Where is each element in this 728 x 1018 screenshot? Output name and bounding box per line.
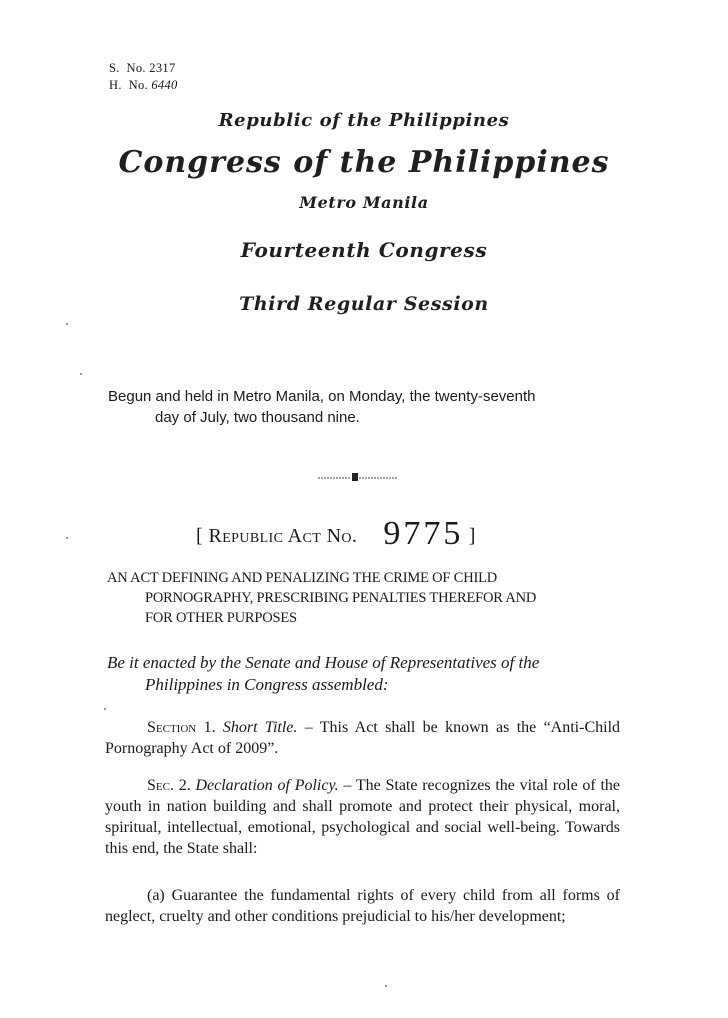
enacting-clause: Be it enacted by the Senate and House of Representatives of the Philippines in Congress assembled:: [107, 653, 540, 694]
republic-heading: Republic of the Philippines: [218, 110, 510, 131]
senate-bill-number: S. No. 2317: [109, 61, 176, 75]
scan-speck: [385, 985, 387, 987]
congress-heading: Congress of the Philippines: [118, 145, 610, 180]
section-2: Sec. 2. Declaration of Policy. – The State recognizes the vital role of the youth in nation building and shall promote and protect their physical, moral, spiritual, intellectual, emotional, psychological and social well-being. Towards this end, the State shall:: [105, 777, 621, 857]
begun-statement: Begun and held in Metro Manila, on Monday, the twenty-seventh day of July, two thousand nine.: [108, 388, 536, 426]
act-title: AN ACT DEFINING AND PENALIZING THE CRIME OF CHILD PORNOGRAPHY, PRESCRIBING PENALTIES THEREFOR AND FOR OTHER PURPOSES: [107, 570, 537, 626]
scan-speck: [80, 373, 82, 375]
act-number: 9775: [383, 515, 464, 552]
scan-speck: [66, 323, 68, 325]
location-heading: Metro Manila: [299, 193, 429, 212]
section-1: Section 1. Short Title. – This Act shall be known as the “Anti-Child Pornography Act of 2009”.: [105, 719, 621, 757]
ornamental-divider: [318, 472, 398, 482]
scan-speck: [104, 708, 106, 710]
bill-numbers: [109, 60, 178, 94]
scan-speck: [66, 537, 68, 539]
house-bill-number: H. No. 6440: [109, 78, 178, 92]
section-2-item-a: (a) Guarantee the fundamental rights of every child from all forms of neglect, cruelty and other conditions prejudicial to his/her development;: [105, 887, 620, 925]
congress-number-heading: Fourteenth Congress: [240, 238, 488, 262]
session-heading: Third Regular Session: [239, 293, 489, 315]
republic-act-number: [ Republic Act No. 9775 ]: [196, 515, 476, 552]
